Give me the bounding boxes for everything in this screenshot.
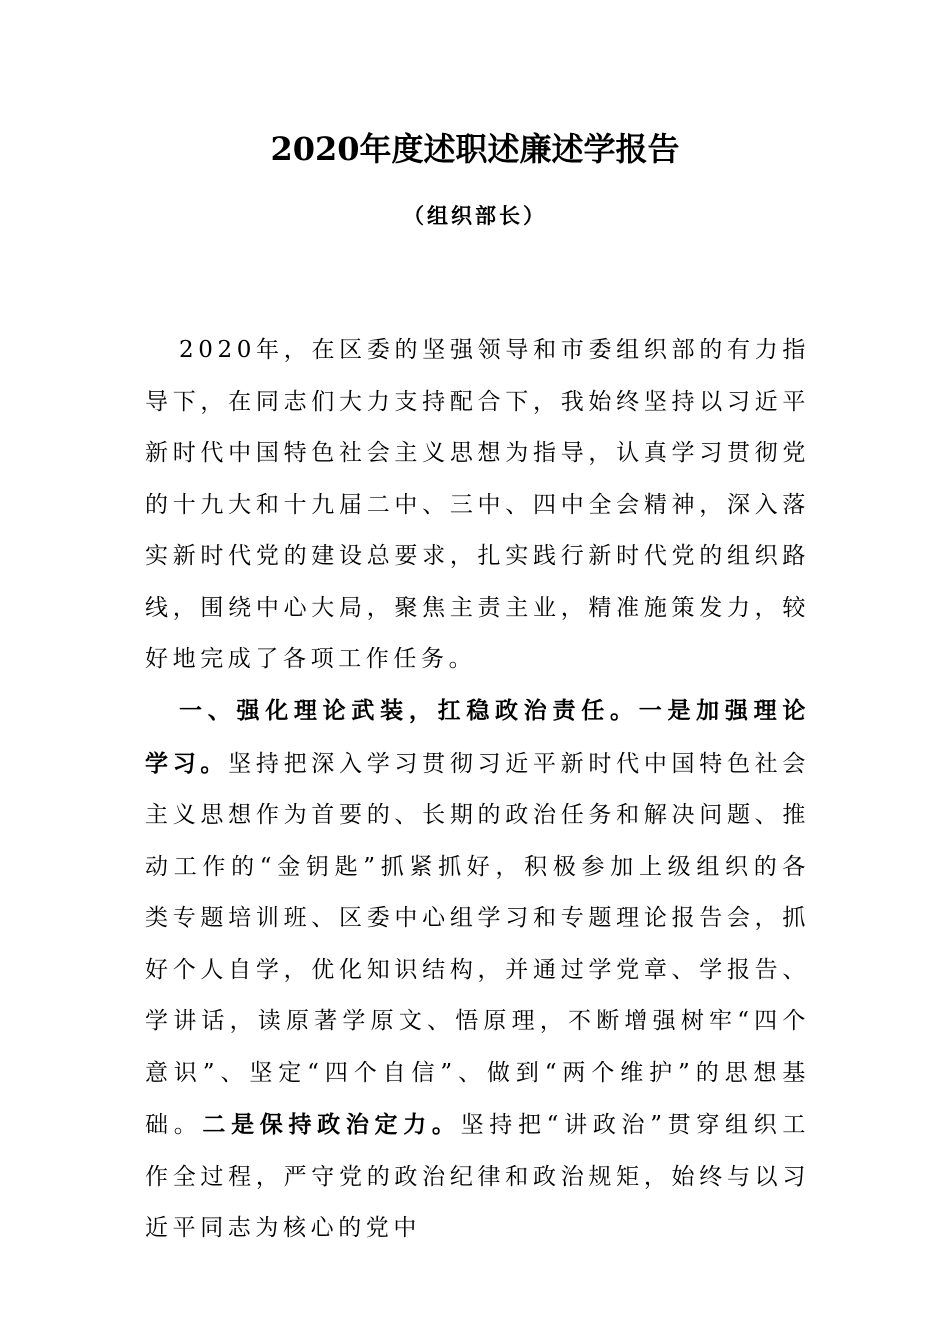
document-title: 2020年度述职述廉述学报告: [270, 130, 680, 168]
point-one-label: 一是加强理论学习。: [145, 697, 810, 777]
section-one-heading: 一、强化理论武装，扛稳政治责任。: [179, 697, 639, 724]
point-two-label: 二是保持政治定力。: [202, 1111, 461, 1138]
point-two-text: 坚持把“讲政治”贯穿组织工作全过程，严守党的政治纪律和政治规矩，始终与以习近平同志为核心的党中: [145, 1112, 811, 1241]
document-subtitle: （组织部长）: [403, 203, 547, 228]
intro-paragraph: 2020年，在区委的坚强领导和市委组织部的有力指导下，在同志们大力支持配合下，我始终坚持以习近平新时代中国特色社会主义思想为指导，认真学习贯彻党的十九大和十九届二中、三中、四中全会精神，深入落实新时代党的建设总要求，扎实践行新时代党的组织路线，围绕中心大局，聚焦主责主业，精准施策发力，较好地完成了各项工作任务。: [145, 337, 810, 672]
point-one-text: 坚持把深入学习贯彻习近平新时代中国特色社会主义思想作为首要的、长期的政治任务和解决问题、推动工作的“金钥匙”抓紧抓好，积极参加上级组织的各类专题培训班、区委中心组学习和专题理论报告会，抓好个人自学，优化知识结构，并通过学党章、学报告、学讲话，读原著学原文、悟原理，不断增强树牢“四个意识”、坚定“四个自信”、做到“两个维护”的思想基础。: [145, 750, 810, 1138]
section-one-paragraph: [145, 685, 810, 1255]
